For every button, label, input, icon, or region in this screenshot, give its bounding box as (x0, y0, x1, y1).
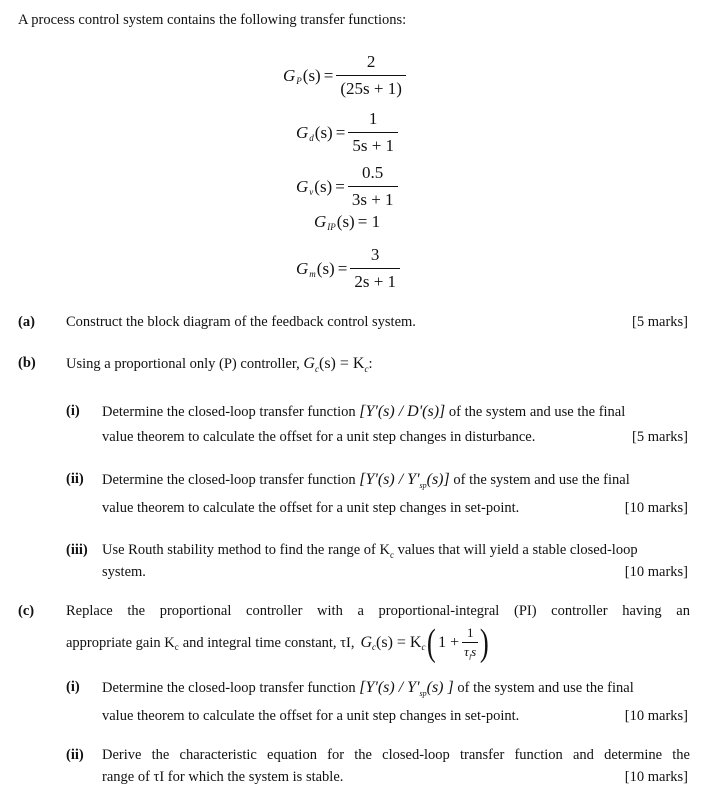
question-b-i-marks: [5 marks] (632, 429, 688, 445)
question-b-i-line1: Determine the closed-loop transfer function [Y'(s) / D'(s)] of the system and use the final (102, 403, 626, 420)
question-c-i-label: (i) (66, 679, 80, 695)
question-c-i-line1: Determine the closed-loop transfer function [$Y'(s) / Y'_{sp}(s)$ ] of the system and use the final (102, 679, 634, 698)
question-c-ii-line2: range of τI for which the system is stable. (102, 769, 344, 785)
question-b-label: (b) (18, 355, 36, 371)
question-a-label: (a) (18, 314, 35, 330)
pi-controller-formula: G $_c$ (s) = K $_c$ ( 1 + $\frac{1}{\tau_Is}$ ) (360, 622, 489, 664)
question-c-line1: Replace the proportional controller with a proportional-integral (PI) controller having an (66, 603, 690, 619)
question-c-ii-line1: Derive the characteristic equation for the closed-loop transfer function and determine the (102, 747, 690, 763)
question-b-ii-label: (ii) (66, 471, 84, 487)
question-b-iii-label: (iii) (66, 542, 88, 558)
question-c-label: (c) (18, 603, 35, 619)
equation-gp: G $_P$ (s) = $\frac{2}{(25s + 1)}$ (283, 52, 406, 99)
question-b-text: Using a proportional only (P) controller, $G_c(s) = K_c$: (66, 355, 373, 374)
question-b-iii-line1: Use Routh stability method to find the range of $K_c$ values that will yield a stable closed-loop (102, 542, 638, 560)
equation-gd: G $_d$ (s) = $\frac{1}{5s + 1}$ (296, 109, 398, 156)
question-b-i-label: (i) (66, 403, 80, 419)
equation-gip: G $_{IP}$ (s) = 1 (314, 212, 381, 232)
intro-text: A process control system contains the following transfer functions: (18, 12, 407, 28)
equation-gm: G $_m$ (s) = $\frac{3}{2s + 1}$ (296, 245, 400, 292)
question-c-i-marks: [10 marks] (624, 708, 688, 724)
question-b-ii-line1: Determine the closed-loop transfer function $[Y'(s) / Y'_{sp}(s)]$ of the system and use the final (102, 471, 630, 490)
question-b-iii-line2: system. (102, 564, 146, 580)
question-c-ii-marks: [10 marks] (624, 769, 688, 785)
question-c-line2: appropriate gain K $_c$ and integral time constant, τI, G $_c$ (s) = K $_c$ ( 1 + $\frac{1}{\tau_Is}$ ) (66, 622, 489, 664)
question-a-marks: [5 marks] (632, 314, 688, 330)
question-a-text: Construct the block diagram of the feedback control system. (66, 314, 416, 330)
question-b-ii-line2: value theorem to calculate the offset for a unit step changes in set-point. (102, 500, 520, 516)
question-b-i-line2: value theorem to calculate the offset for a unit step changes in disturbance. (102, 429, 536, 445)
question-b-ii-marks: [10 marks] (624, 500, 688, 516)
question-c-i-line2: value theorem to calculate the offset for a unit step changes in set-point. (102, 708, 520, 724)
equation-gv: G $_v$ (s) = $\frac{0.5}{3s + 1}$ (296, 163, 398, 210)
question-b-iii-marks: [10 marks] (624, 564, 688, 580)
question-c-ii-label: (ii) (66, 747, 84, 763)
